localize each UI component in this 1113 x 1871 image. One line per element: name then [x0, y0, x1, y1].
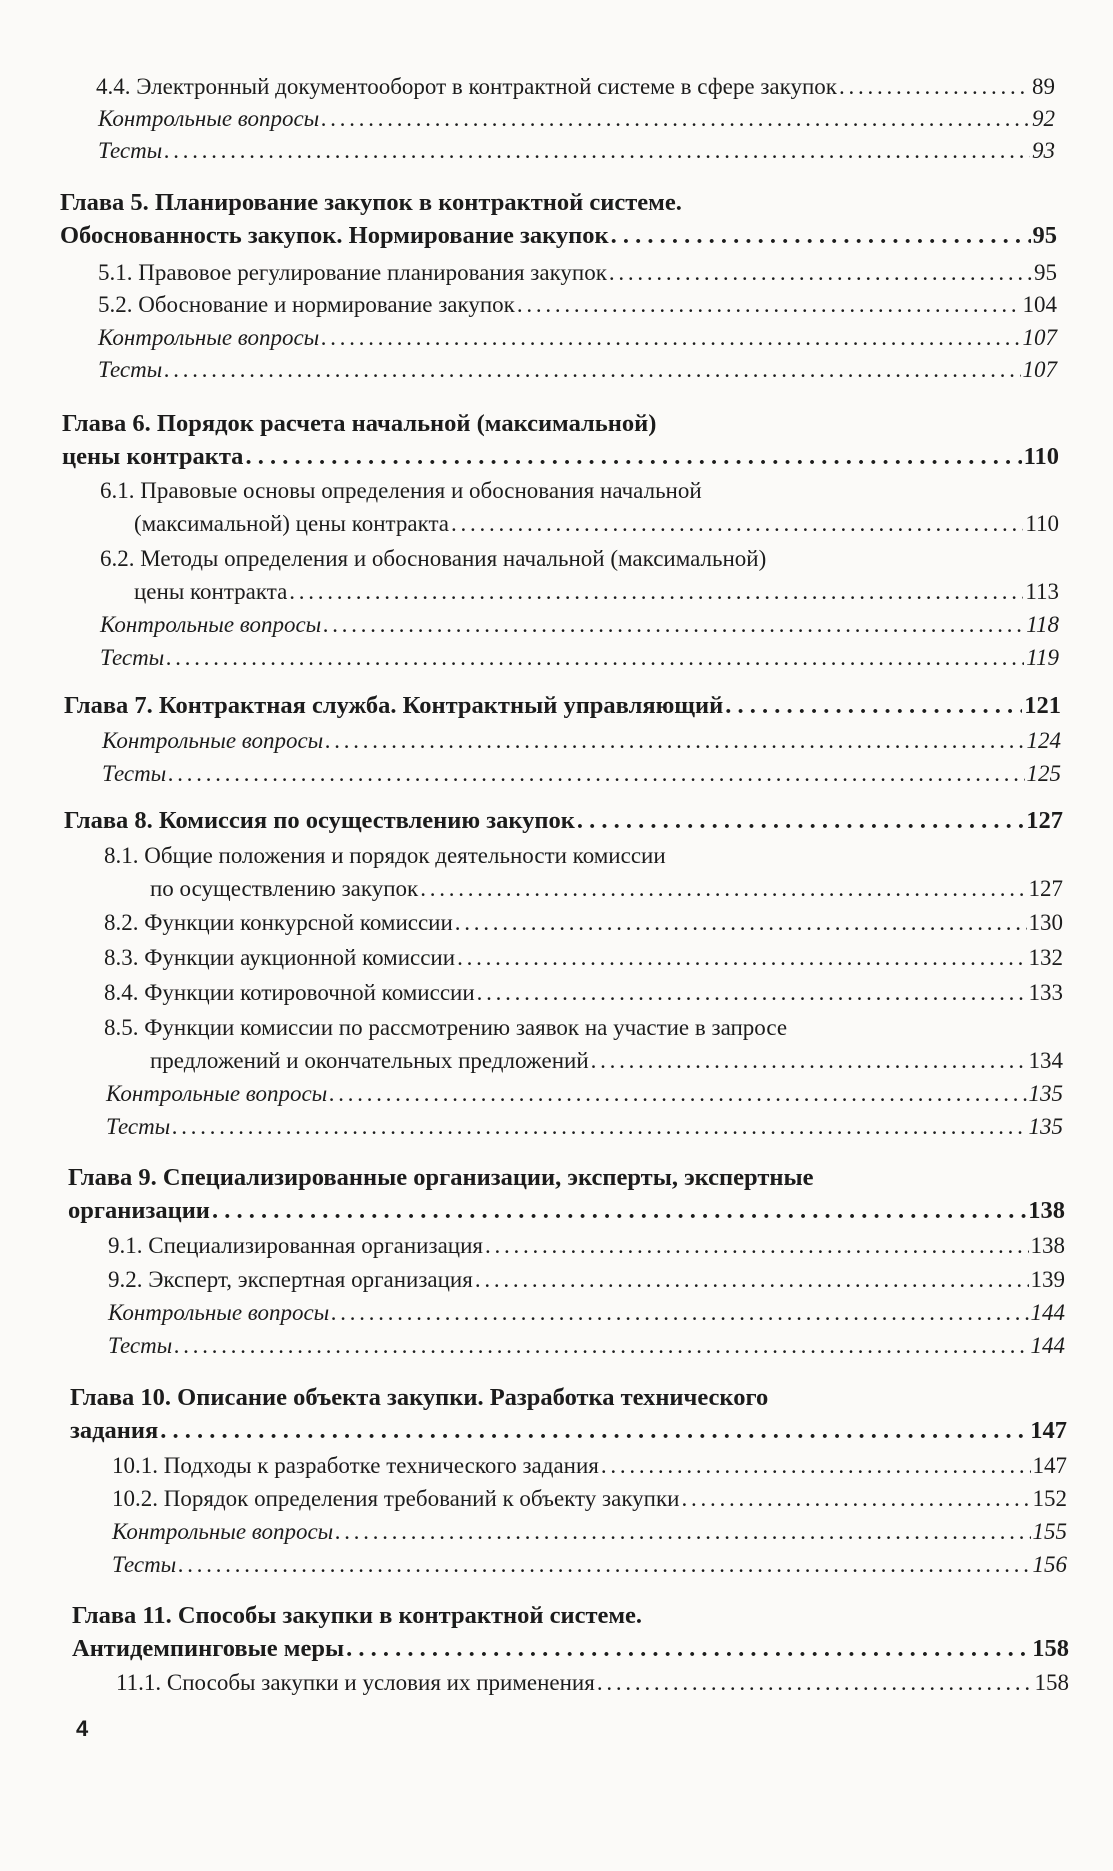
toc-entry-title: 9.1. Специализированная организация — [108, 1233, 483, 1258]
dot-leader — [485, 1233, 1029, 1259]
toc-entry-title: Тесты — [108, 1333, 173, 1358]
toc-entry-title: задания — [70, 1417, 159, 1444]
toc-entry-page: 110 — [1023, 443, 1059, 470]
toc-entry-review-questions[interactable] — [102, 728, 1061, 754]
toc-entry-title: 5.1. Правовое регулирование планирования закупок — [98, 260, 607, 285]
dot-leader — [174, 1333, 1028, 1359]
toc-entry-page: 147 — [1032, 1453, 1067, 1478]
chapter-8-entry[interactable] — [64, 807, 1063, 835]
toc-entry-10-2[interactable] — [112, 1486, 1067, 1512]
toc-entry-page: 118 — [1026, 612, 1059, 637]
dot-leader — [178, 1552, 1030, 1578]
dot-leader — [164, 357, 1020, 383]
toc-entry-page: 124 — [1026, 728, 1061, 753]
toc-entry-page: 138 — [1030, 1233, 1065, 1258]
toc-entry-page: 130 — [1028, 910, 1063, 935]
dot-leader — [321, 325, 1020, 351]
toc-entry-page: 93 — [1032, 138, 1055, 163]
toc-entry-page: 155 — [1032, 1519, 1067, 1544]
toc-entry-8-1[interactable] — [150, 876, 1063, 902]
toc-entry-title: 9.2. Эксперт, экспертная организация — [108, 1267, 473, 1292]
toc-entry-review-questions[interactable] — [106, 1081, 1063, 1107]
toc-entry-title: по осуществлению закупок — [150, 876, 419, 901]
toc-entry-8-1-line1[interactable]: 8.1. Общие положения и порядок деятельности комиссии — [104, 843, 666, 868]
toc-entry-10-1[interactable] — [112, 1453, 1067, 1479]
toc-entry-title: Тесты — [102, 761, 167, 786]
dot-leader — [475, 1267, 1029, 1293]
toc-entry-page: 144 — [1030, 1300, 1065, 1325]
dot-leader — [168, 761, 1024, 787]
toc-entry-page: 92 — [1032, 106, 1055, 131]
dot-leader — [335, 1519, 1030, 1545]
toc-entry-5-2[interactable] — [98, 292, 1057, 318]
toc-entry-page: 119 — [1026, 645, 1059, 670]
toc-entry-page: 139 — [1030, 1267, 1065, 1292]
toc-entry-title: 8.4. Функции котировочной комиссии — [104, 980, 475, 1005]
toc-entry-page: 125 — [1026, 761, 1061, 786]
dot-leader — [212, 1197, 1026, 1225]
dot-leader — [725, 692, 1022, 720]
toc-entry-review-questions[interactable] — [112, 1519, 1067, 1545]
toc-entry-page: 147 — [1030, 1417, 1067, 1444]
dot-leader — [245, 443, 1021, 471]
toc-entry-page: 89 — [1032, 74, 1055, 99]
toc-entry-review-questions[interactable] — [98, 106, 1055, 132]
toc-entry-11-1[interactable] — [116, 1670, 1069, 1696]
toc-entry-title: Глава 8. Комиссия по осуществлению закупок — [64, 807, 575, 834]
toc-entry-tests[interactable] — [112, 1552, 1067, 1578]
toc-entry-page: 121 — [1024, 692, 1061, 719]
toc-entry-tests[interactable] — [100, 645, 1059, 671]
toc-entry-title: цены контракта — [134, 579, 288, 604]
toc-entry-6-1[interactable] — [134, 511, 1059, 537]
toc-entry-5-1[interactable] — [98, 260, 1057, 286]
toc-entry-title: Глава 7. Контрактная служба. Контрактный управляющий — [64, 692, 724, 719]
dot-leader — [681, 1486, 1030, 1512]
toc-entry-page: 107 — [1022, 357, 1057, 382]
toc-entry-title: 5.2. Обоснование и нормирование закупок — [98, 292, 515, 317]
toc-entry-page: 107 — [1022, 325, 1057, 350]
dot-leader — [597, 1670, 1033, 1696]
toc-entry-review-questions[interactable] — [98, 325, 1057, 351]
toc-entry-title: Контрольные вопросы — [112, 1519, 334, 1544]
toc-entry-title: 8.3. Функции аукционной комиссии — [104, 945, 456, 970]
dot-leader — [577, 807, 1024, 835]
toc-entry-page: 104 — [1022, 292, 1057, 317]
dot-leader — [331, 1300, 1028, 1326]
toc-entry-tests[interactable] — [98, 138, 1055, 164]
toc-entry-title: организации — [68, 1197, 210, 1224]
toc-entry-6-2[interactable] — [134, 579, 1059, 605]
toc-entry-title: Тесты — [112, 1552, 177, 1577]
toc-entry-tests[interactable] — [108, 1333, 1065, 1359]
toc-entry-page: 135 — [1028, 1114, 1063, 1139]
toc-entry-title: 10.1. Подходы к разработке технического задания — [112, 1453, 599, 1478]
toc-entry-page: 95 — [1032, 222, 1057, 249]
toc-entry-title: Тесты — [98, 138, 163, 163]
toc-entry-page: 113 — [1025, 579, 1059, 604]
chapter-9-entry[interactable] — [68, 1197, 1065, 1225]
toc-entry-8-2[interactable] — [104, 910, 1063, 936]
toc-entry-page: 110 — [1025, 511, 1059, 536]
dot-leader — [164, 138, 1030, 164]
chapter-10-entry[interactable] — [70, 1417, 1067, 1445]
toc-entry-title: Контрольные вопросы — [98, 325, 320, 350]
toc-entry-title: Контрольные вопросы — [100, 612, 322, 637]
toc-entry-title: Тесты — [100, 645, 165, 670]
toc-entry-6-1-line1[interactable]: 6.1. Правовые основы определения и обоснования начальной — [100, 478, 702, 503]
chapter-6-title-line1[interactable]: Глава 6. Порядок расчета начальной (максимальной) — [62, 410, 657, 437]
toc-entry-title: Тесты — [98, 357, 163, 382]
toc-entry-page: 138 — [1028, 1197, 1065, 1224]
chapter-11-entry[interactable] — [72, 1635, 1069, 1663]
dot-leader — [601, 1453, 1031, 1479]
toc-entry-title: предложений и окончательных предложений — [150, 1048, 589, 1073]
dot-leader — [323, 612, 1024, 638]
toc-entry-title: Антидемпинговые меры — [72, 1635, 345, 1662]
chapter-5-title-line1[interactable]: Глава 5. Планирование закупок в контрактной системе. — [60, 189, 682, 216]
toc-entry-page: 127 — [1026, 807, 1063, 834]
toc-entry-page: 156 — [1032, 1552, 1067, 1577]
toc-entry-review-questions[interactable] — [108, 1300, 1065, 1326]
toc-entry-page: 158 — [1032, 1635, 1069, 1662]
chapter-5-entry[interactable] — [60, 222, 1057, 250]
dot-leader — [517, 292, 1021, 318]
toc-entry-title: 8.2. Функции конкурсной комиссии — [104, 910, 453, 935]
toc-entry-page: 133 — [1028, 980, 1063, 1005]
dot-leader — [325, 728, 1024, 754]
toc-entry-title: (максимальной) цены контракта — [134, 511, 449, 536]
dot-leader — [457, 945, 1026, 971]
toc-entry-page: 127 — [1028, 876, 1063, 901]
toc-entry-page: 158 — [1034, 1670, 1069, 1695]
chapter-11-title-line1[interactable]: Глава 11. Способы закупки в контрактной системе. — [72, 1602, 643, 1629]
toc-entry-4-4[interactable] — [96, 74, 1055, 100]
toc-entry-tests[interactable] — [102, 761, 1061, 787]
dot-leader — [591, 1048, 1027, 1074]
dot-leader — [172, 1114, 1026, 1140]
toc-entry-title: Обоснованность закупок. Нормирование закупок — [60, 222, 609, 249]
toc-entry-title: Контрольные вопросы — [108, 1300, 330, 1325]
toc-entry-9-2[interactable] — [108, 1267, 1065, 1293]
toc-entry-page: 95 — [1034, 260, 1057, 285]
dot-leader — [609, 260, 1032, 286]
dot-leader — [289, 579, 1023, 605]
chapter-9-title-line1[interactable]: Глава 9. Специализированные организации, эксперты, экспертные — [68, 1164, 814, 1191]
toc-entry-6-2-line1[interactable]: 6.2. Методы определения и обоснования начальной (максимальной) — [100, 546, 767, 571]
dot-leader — [420, 876, 1026, 902]
dot-leader — [839, 74, 1030, 100]
toc-entry-title: Контрольные вопросы — [106, 1081, 328, 1106]
dot-leader — [329, 1081, 1026, 1107]
toc-entry-8-5[interactable] — [150, 1048, 1063, 1074]
toc-entry-review-questions[interactable] — [100, 612, 1059, 638]
toc-entry-9-1[interactable] — [108, 1233, 1065, 1259]
toc-entry-page: 152 — [1032, 1486, 1067, 1511]
dot-leader — [451, 511, 1023, 537]
toc-entry-8-3[interactable] — [104, 945, 1063, 971]
toc-entry-title: 4.4. Электронный документооборот в контрактной системе в сфере закупок — [96, 74, 837, 99]
toc-entry-page: 144 — [1030, 1333, 1065, 1358]
dot-leader — [611, 222, 1031, 250]
toc-entry-title: Контрольные вопросы — [102, 728, 324, 753]
toc-entry-page: 132 — [1028, 945, 1063, 970]
chapter-10-title-line1[interactable]: Глава 10. Описание объекта закупки. Разработка технического — [70, 1384, 769, 1411]
toc-entry-title: Контрольные вопросы — [98, 106, 320, 131]
dot-leader — [477, 980, 1027, 1006]
toc-entry-8-5-line1[interactable]: 8.5. Функции комиссии по рассмотрению заявок на участие в запросе — [104, 1015, 788, 1040]
dot-leader — [346, 1635, 1030, 1663]
page-number: 4 — [76, 1716, 89, 1741]
toc-entry-title: Тесты — [106, 1114, 171, 1139]
dot-leader — [321, 106, 1030, 132]
toc-entry-tests[interactable] — [98, 357, 1057, 383]
toc-entry-title: цены контракта — [62, 443, 244, 470]
toc-entry-8-4[interactable] — [104, 980, 1063, 1006]
dot-leader — [455, 910, 1027, 936]
toc-entry-title: 10.2. Порядок определения требований к объекту закупки — [112, 1486, 680, 1511]
chapter-6-entry[interactable] — [62, 443, 1059, 471]
toc-entry-title: 11.1. Способы закупки и условия их применения — [116, 1670, 595, 1695]
dot-leader — [160, 1417, 1028, 1445]
toc-entry-page: 134 — [1028, 1048, 1063, 1073]
chapter-7-entry[interactable] — [64, 692, 1061, 720]
toc-entry-tests[interactable] — [106, 1114, 1063, 1140]
toc-entry-page: 135 — [1028, 1081, 1063, 1106]
dot-leader — [166, 645, 1024, 671]
